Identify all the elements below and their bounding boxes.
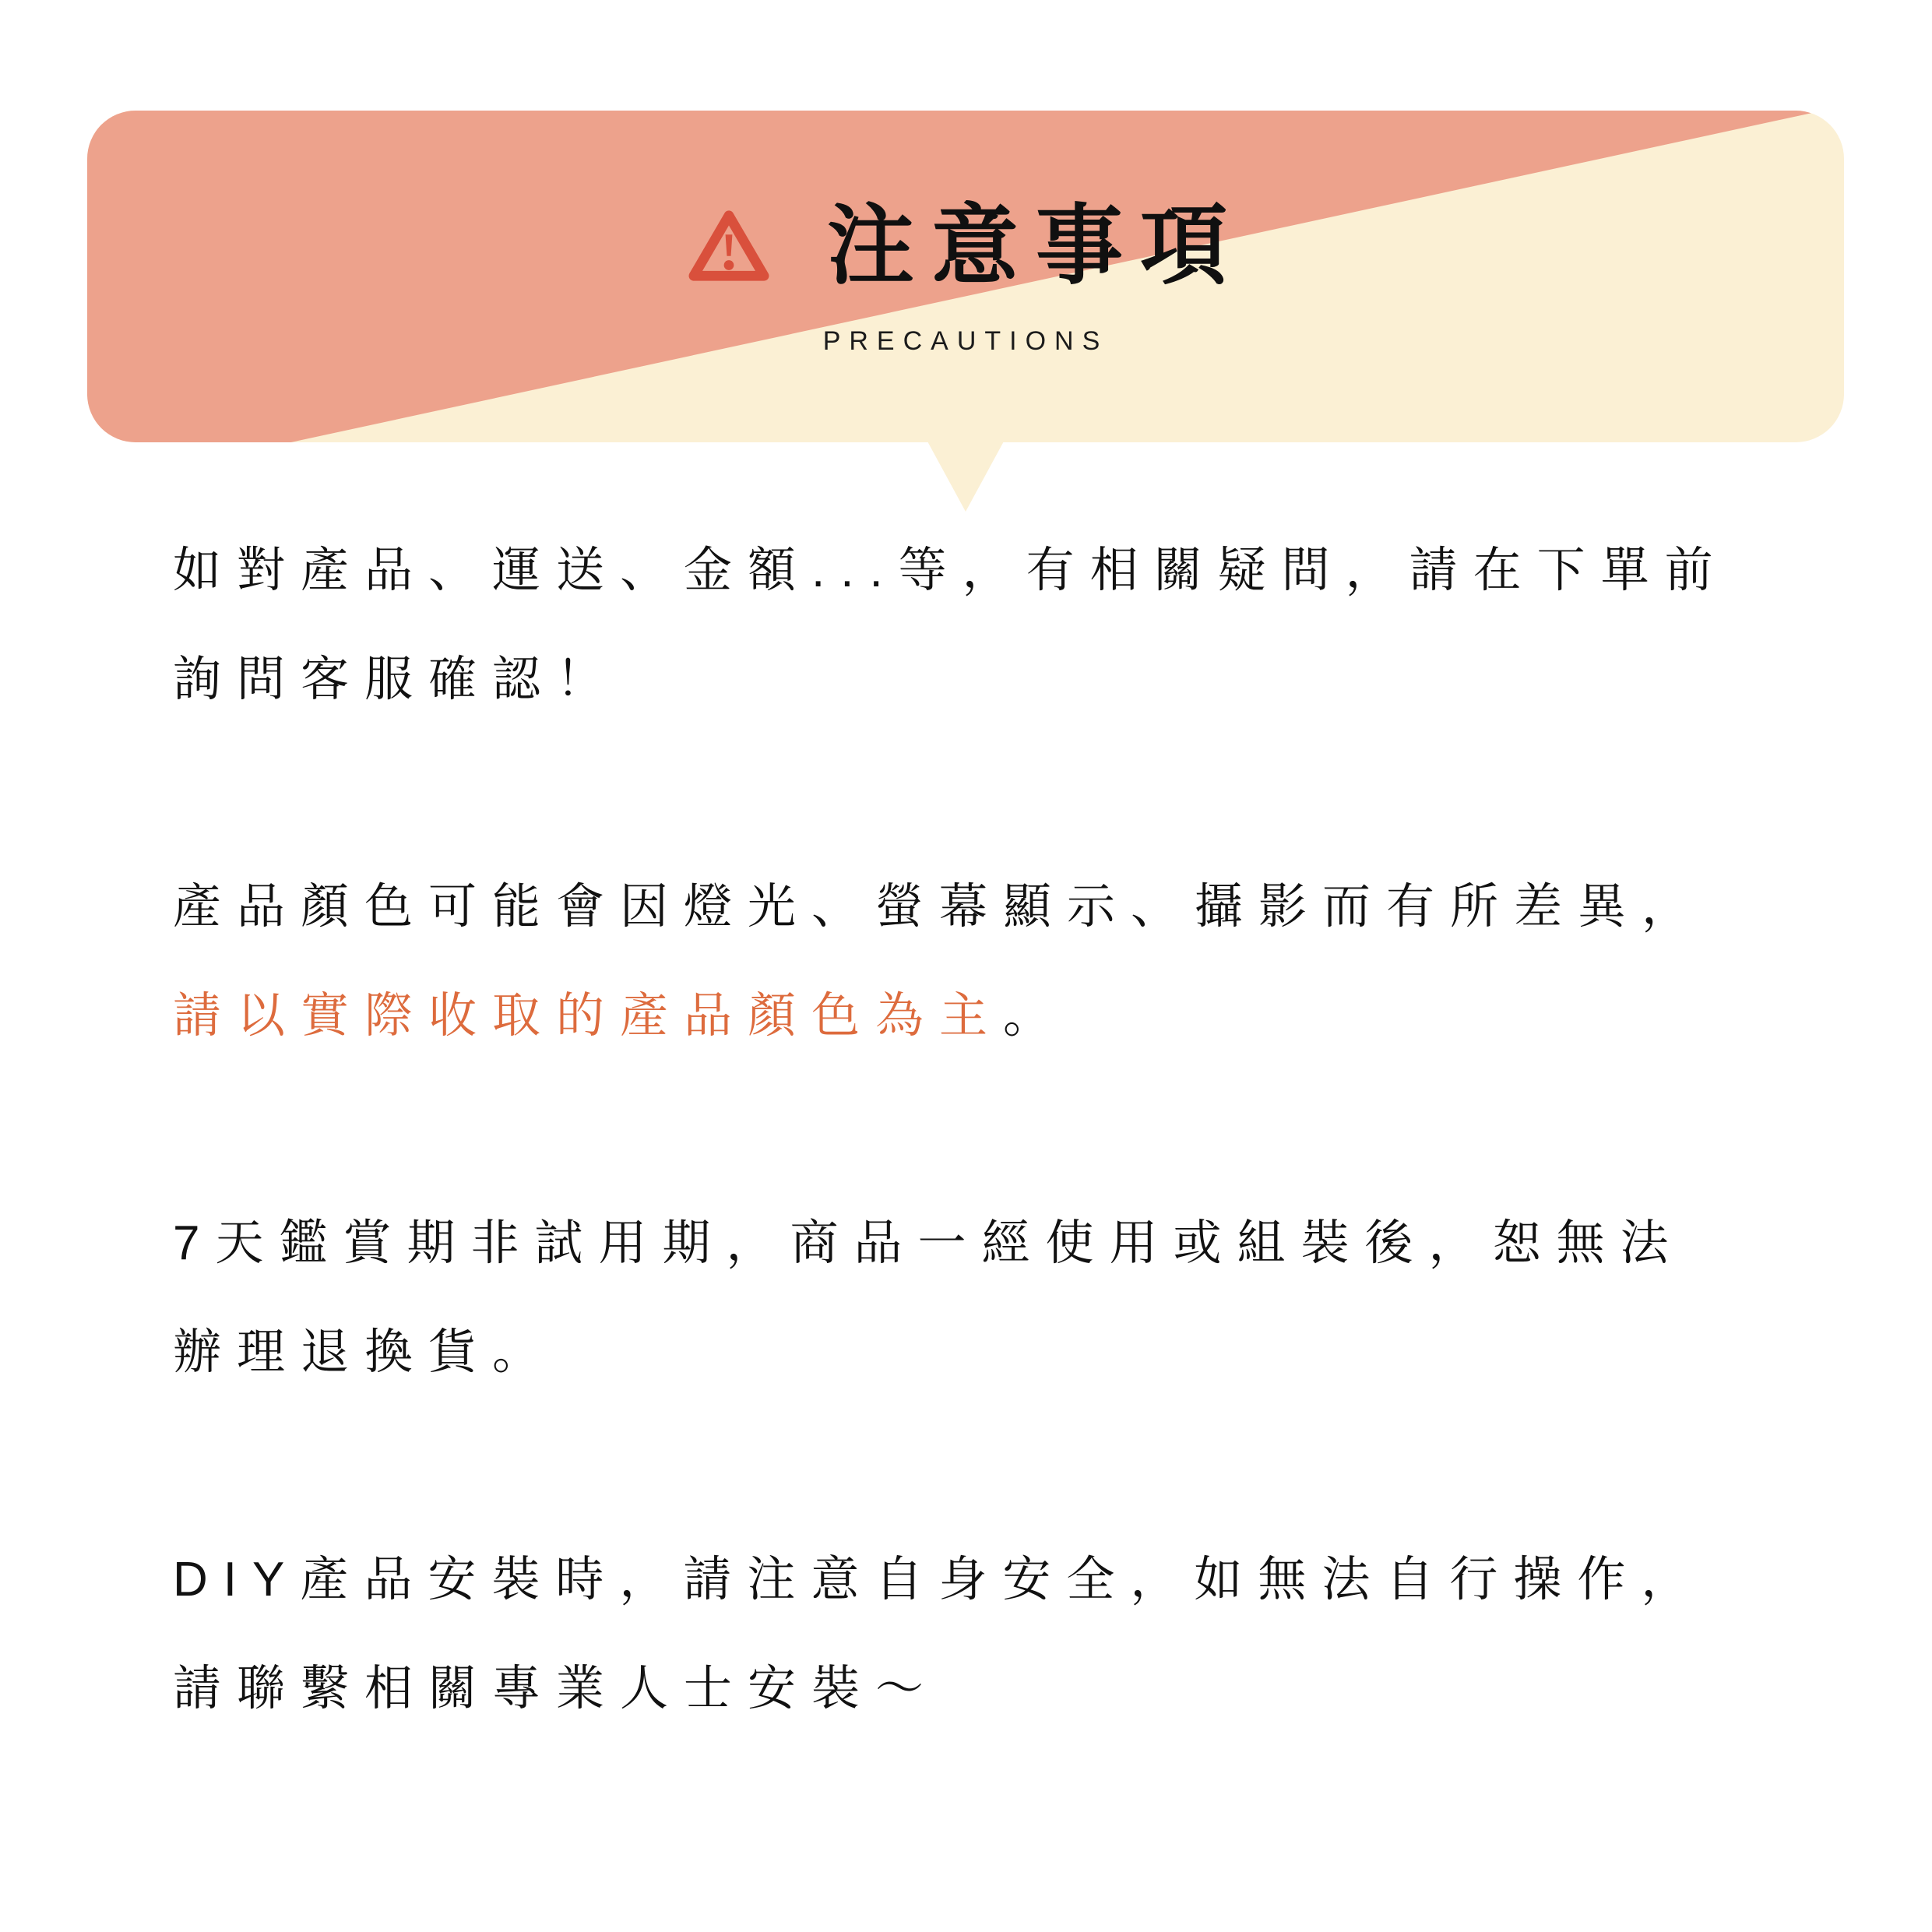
notice-line: 7天鑑賞期非試用期，商品一經使用或組裝後，恕無法 [173,1216,1684,1270]
notice-paragraph-order-questions [173,516,1729,734]
notice-paragraph-diy-safety [173,1526,1729,1744]
banner-subtitle: PRECAUTIONS [822,326,1109,356]
banner-title-row [87,197,1844,294]
notice-line: 辦理退換貨。 [173,1325,557,1379]
notice-body [173,516,1729,1862]
notice-paragraph-color-difference [173,853,1729,1071]
notice-line: 請聯繫相關專業人士安裝～ [173,1662,940,1716]
notice-line: DIY產品安裝時，請注意自身安全，如無法自行操作， [173,1553,1705,1606]
warning-triangle-icon [687,207,771,285]
notice-line [173,962,1729,1071]
notice-line: 如對產品、運送、金額...等，有相關疑問，請在下單前 [173,544,1729,597]
notice-line: 產品顏色可能會因燈光、螢幕顯示、攝影而有所差異， [173,880,1706,934]
notice-paragraph-return-policy [173,1189,1729,1407]
banner-pointer-triangle [927,440,1005,512]
notice-line: 詢問客服確認！ [173,653,621,706]
banner [87,111,1844,442]
notice-accent-text: 請以實際收取的產品顏色為主 [173,989,1004,1043]
notice-accent-period: 。 [1003,989,1068,1043]
banner-title: 注意事項 [827,197,1244,294]
